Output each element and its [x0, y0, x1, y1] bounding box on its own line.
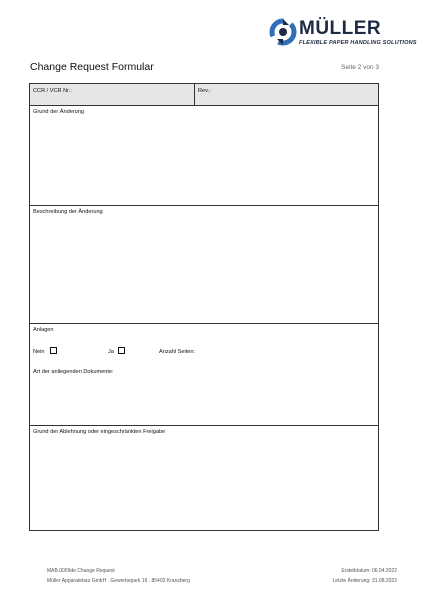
ccr-vcr-field[interactable]: CCR / VCR Nr.: [33, 88, 72, 94]
ja-checkbox[interactable] [118, 347, 125, 354]
logo-wordmark: MÜLLER [299, 18, 382, 39]
ablehnung-field[interactable] [30, 426, 378, 530]
form-header-row [30, 84, 378, 106]
nein-checkbox[interactable] [50, 347, 57, 354]
header-divider [194, 84, 195, 106]
change-request-form [29, 83, 379, 531]
logo-emblem-icon [268, 17, 298, 47]
anlagen-label: Anlagen [33, 327, 54, 333]
grund-label: Grund der Änderung [33, 109, 84, 115]
grund-field[interactable] [30, 107, 378, 205]
footer-created-date: Erstelldatum: 06.04.2022 [341, 568, 397, 574]
anzahl-seiten-field[interactable]: Anzahl Seiten: [159, 349, 196, 355]
footer-modified-date: Letzte Änderung: 31.08.2022 [332, 578, 397, 584]
footer-doc-id: MAB.0009de Change Request [47, 568, 115, 574]
footer-company: Müller Apparatebau GmbH . Gewerbepark 19 . 85402 Kranzberg [47, 578, 190, 584]
beschreibung-field[interactable] [30, 206, 378, 322]
ja-label: Ja [108, 349, 114, 355]
nein-label: Nein [33, 349, 45, 355]
ablehnung-label: Grund der Ablehnung oder eingeschränkten Freigabe [33, 429, 166, 435]
divider-line [30, 323, 378, 324]
page-number: Seite 2 von 3 [341, 64, 379, 71]
logo-tagline: FLEXIBLE PAPER HANDLING SOLUTIONS [299, 40, 417, 46]
art-dokumente-field[interactable]: Art der anliegenden Dokumente: [33, 369, 114, 375]
beschreibung-label: Beschreibung der Änderung [33, 209, 103, 215]
company-logo [268, 17, 417, 49]
rev-field[interactable]: Rev.: [198, 88, 211, 94]
page-title: Change Request Formular [30, 61, 154, 73]
